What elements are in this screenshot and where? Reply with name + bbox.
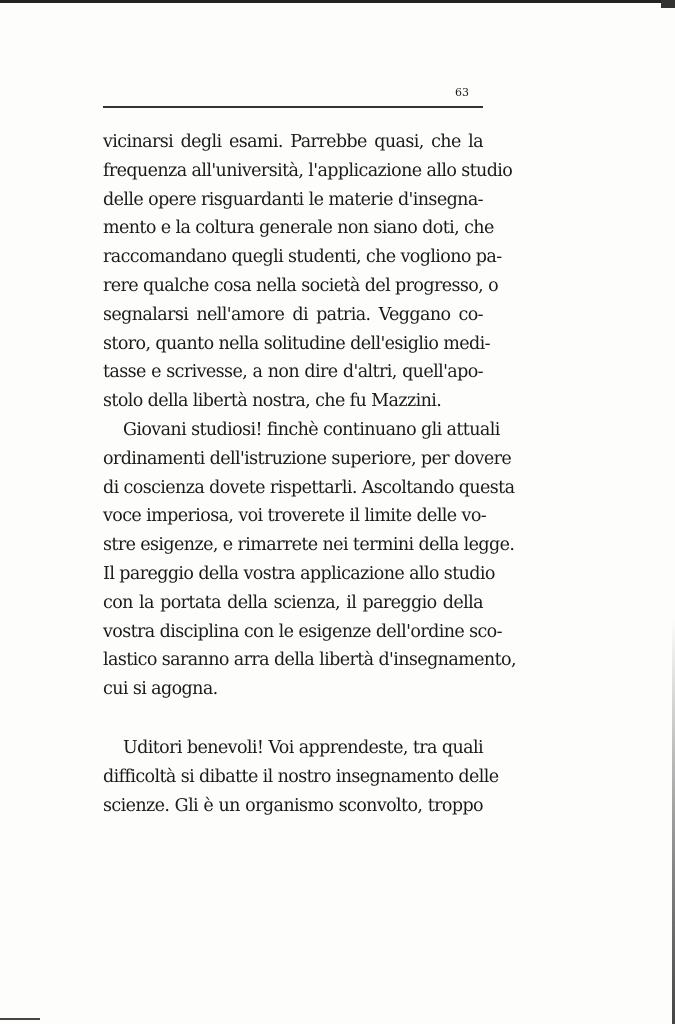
text-line: scienze. Gli è un organismo sconvolto, troppo <box>103 795 483 816</box>
header-rule <box>103 106 483 108</box>
text-line: stolo della libertà nostra, che fu Mazzini. <box>103 391 442 412</box>
scan-edge-bottom <box>0 1018 40 1020</box>
text-line: vicinarsi degli esami. Parrebbe quasi, che la <box>103 132 483 152</box>
text-line: storo, quanto nella solitudine dell'esiglio medi- <box>103 333 490 354</box>
paragraph-gap <box>103 704 483 734</box>
text-line: frequenza all'università, l'applicazione allo studio <box>103 160 513 181</box>
text-line: vostra disciplina con le esigenze dell'ordine sco- <box>103 621 502 642</box>
paragraph <box>103 416 516 704</box>
scan-edge-corner <box>661 0 675 8</box>
text-line: delle opere risguardanti le materie d'insegna- <box>103 189 483 210</box>
text-line: stre esigenze, e rimarrete nei termini della legge. <box>103 535 515 556</box>
page-number: 63 <box>455 86 469 99</box>
text-line: tasse e scrivesse, a non dire d'altri, quell'apo- <box>103 362 483 383</box>
text-line: Giovani studiosi! finchè continuano gli attuali <box>123 419 500 440</box>
text-line: cui si agogna. <box>103 679 218 700</box>
text-line: con la portata della scienza, il pareggio della <box>103 592 483 613</box>
text-line: di coscienza dovete rispettarli. Ascoltando questa <box>103 477 515 498</box>
text-line: difficoltà si dibatte il nostro insegnamento delle <box>103 766 499 787</box>
text-line: rere qualche cosa nella società del progresso, o <box>103 275 499 296</box>
text-line: Il pareggio della vostra applicazione allo studio <box>103 563 495 584</box>
paragraph <box>103 734 499 820</box>
body-text <box>103 128 516 820</box>
text-line: ordinamenti dell'istruzione superiore, per dovere <box>103 448 512 469</box>
text-line: Uditori benevoli! Voi apprendeste, tra quali <box>123 737 483 758</box>
text-line: voce imperiosa, voi troverete il limite delle vo- <box>103 506 487 527</box>
paragraph <box>103 128 513 416</box>
text-line: mento e la coltura generale non siano doti, che <box>103 218 494 239</box>
text-line: raccomandano quegli studenti, che vogliono pa- <box>103 247 502 268</box>
text-line: segnalarsi nell'amore di patria. Veggano co- <box>103 304 483 325</box>
text-line: lastico saranno arra della libertà d'insegnamento, <box>103 650 516 671</box>
scan-edge-top <box>0 0 675 3</box>
